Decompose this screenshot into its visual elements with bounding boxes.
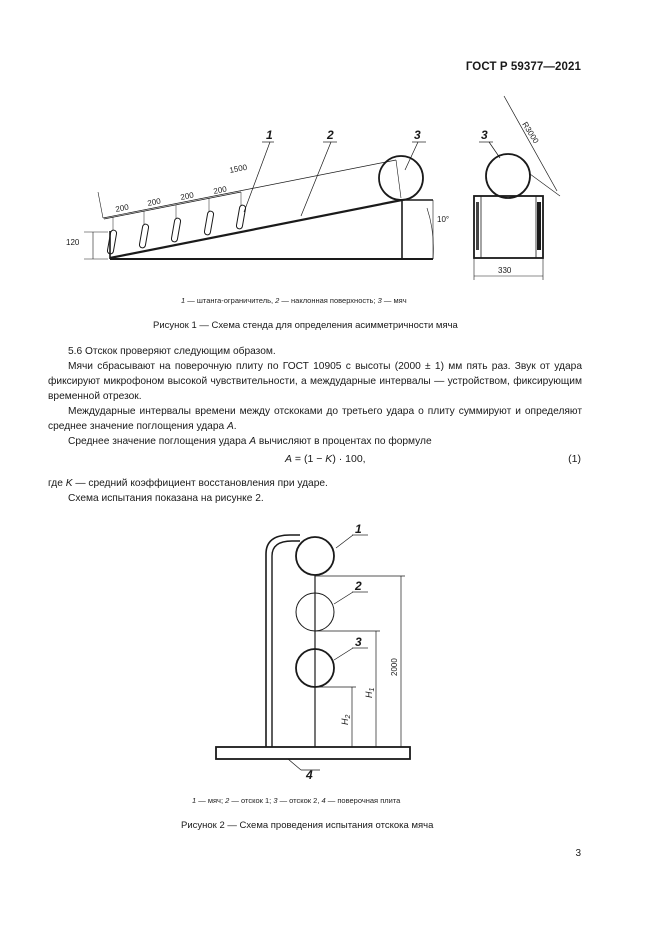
angle-label: 10° bbox=[437, 215, 450, 224]
dim-120-label: 120 bbox=[66, 238, 80, 247]
ball-side-view bbox=[379, 156, 423, 200]
callout-2-label: 2 bbox=[355, 579, 362, 593]
ball-1 bbox=[296, 537, 334, 575]
limiter-rod bbox=[107, 230, 117, 255]
paragraph-drop: Мячи сбрасывают на поверочную плиту по ГОСТ 10905 с высоты (2000 ± 1) мм пять раз. Звук от удара фиксируют микрофоном высокой чувствительности, а междударные интервалы — устройством, фиксирующим временной отрезок. bbox=[48, 361, 582, 402]
dim-330-label: 330 bbox=[498, 266, 512, 275]
radius-label: R3000 bbox=[520, 120, 541, 146]
callout-2-label: 2 bbox=[327, 128, 334, 142]
callout-3b-label: 3 bbox=[481, 128, 488, 142]
body-text bbox=[48, 344, 582, 449]
drop-stand bbox=[266, 535, 300, 747]
limiter-rod bbox=[204, 211, 214, 236]
limiter-rod bbox=[236, 205, 246, 230]
dim-h2-label: $H_2$ bbox=[340, 714, 352, 725]
paragraph-average: Среднее значение поглощения удара A вычисляют в процентах по формуле bbox=[68, 436, 432, 447]
dim-1500-label: 1500 bbox=[228, 162, 248, 175]
ramp-surface bbox=[110, 200, 402, 258]
test-plate bbox=[216, 747, 410, 759]
formula: A = (1 − K) · 100, bbox=[285, 453, 366, 465]
callout-line-2 bbox=[301, 142, 331, 216]
callout-3-label: 3 bbox=[355, 635, 362, 649]
figure-1-caption: Рисунок 1 — Схема стенда для определения асимметричности мяча bbox=[153, 320, 458, 331]
figure-2-caption: Рисунок 2 — Схема проведения испытания отскока мяча bbox=[181, 820, 434, 831]
figure-1-legend: 1 — штанга-ограничитель, 2 — наклонная поверхность; 3 — мяч bbox=[181, 296, 407, 305]
document-header: ГОСТ Р 59377—2021 bbox=[465, 61, 581, 73]
dim-h1-label: $H_1$ bbox=[364, 687, 376, 698]
callout-line-3 bbox=[334, 648, 353, 660]
paragraph-intervals: Междударные интервалы времени между отскоками до третьего удара о плиту суммируют и определяют среднее значение поглощения удара A. bbox=[48, 406, 582, 432]
figure-2-legend: 1 — мяч; 2 — отскок 1; 3 — отскок 2, 4 — поверочная плита bbox=[192, 796, 401, 805]
callout-line-1 bbox=[336, 535, 353, 548]
callout-1-label: 1 bbox=[266, 128, 273, 142]
dim-200-label: 200 bbox=[179, 190, 195, 202]
paragraph-5-6: 5.6 Отскок проверяют следующим образом. bbox=[68, 346, 276, 357]
callout-line-4 bbox=[288, 759, 301, 770]
callout-3-label: 3 bbox=[414, 128, 421, 142]
paragraph-where: где K — средний коэффициент восстановления при ударе. bbox=[48, 478, 328, 489]
callout-line-2 bbox=[334, 592, 353, 604]
limiter-rod bbox=[171, 218, 181, 243]
dim-200-label: 200 bbox=[146, 196, 162, 208]
figure-1-drawing bbox=[0, 80, 661, 380]
dim-200-label: 200 bbox=[212, 184, 228, 196]
callout-1-label: 1 bbox=[355, 522, 362, 536]
body-text-2 bbox=[48, 476, 582, 506]
dim-200-label: 200 bbox=[114, 202, 130, 214]
figure-2-drawing bbox=[0, 520, 661, 780]
ball-front-view bbox=[486, 154, 530, 198]
stand-front-view bbox=[474, 196, 543, 258]
paragraph-scheme: Схема испытания показана на рисунке 2. bbox=[68, 493, 264, 504]
limiter-rod bbox=[139, 224, 149, 249]
callout-line-3b bbox=[489, 142, 500, 158]
callout-4-label: 4 bbox=[306, 768, 313, 782]
dim-2000-label: 2000 bbox=[390, 658, 399, 676]
page-number: 3 bbox=[575, 848, 581, 859]
formula-number: (1) bbox=[568, 453, 581, 465]
callout-line-1 bbox=[244, 142, 270, 212]
